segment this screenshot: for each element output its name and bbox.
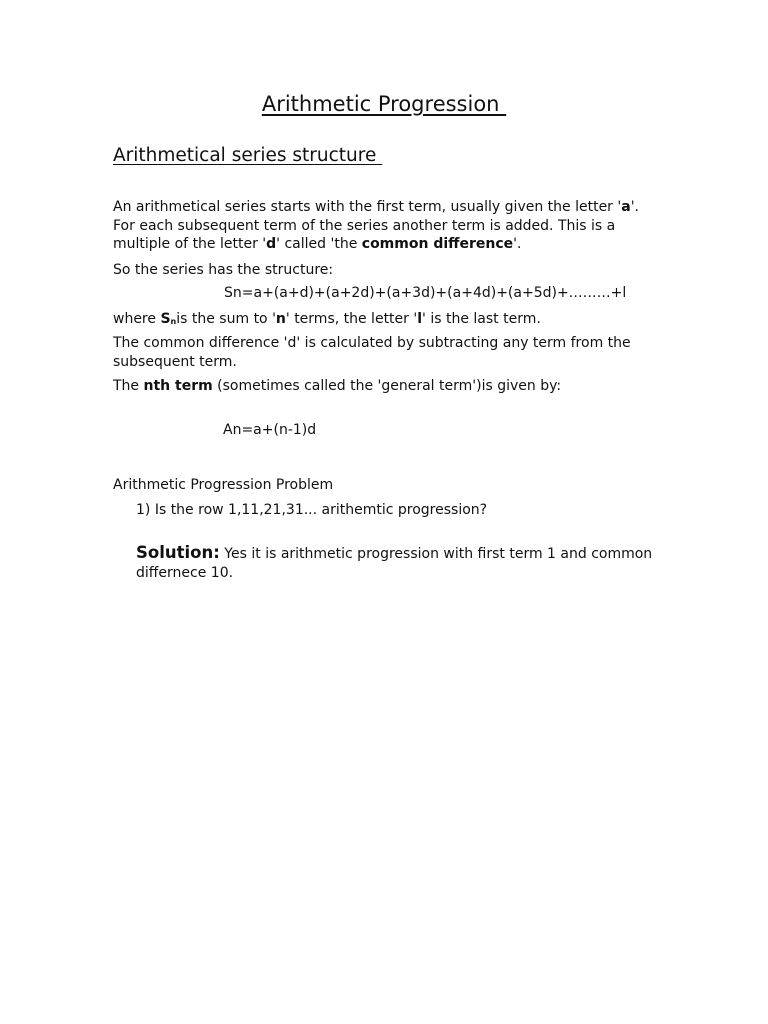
- where-text-1: where: [113, 311, 161, 327]
- sum-subscript: n: [170, 317, 177, 326]
- solution-text: Yes it is arithmetic progression with first term 1 and common differnece 10.: [136, 546, 653, 581]
- intro-paragraph: [113, 198, 658, 254]
- where-text-4: ' is the last term.: [422, 311, 541, 327]
- nth-term-bold: nth term: [143, 378, 213, 394]
- difference-explanation: The common difference 'd' is calculated by subtracting any term from the subsequent term.: [113, 335, 631, 370]
- intro-text-4: '.: [513, 236, 522, 252]
- solution-block: [136, 543, 656, 583]
- intro-var-d: d: [266, 236, 277, 252]
- intro-common-difference: common difference: [361, 236, 514, 252]
- intro-var-a: a: [621, 199, 631, 215]
- sum-symbol: S: [160, 311, 171, 327]
- intro-text-3: ' called 'the: [276, 236, 362, 252]
- page-title: [0, 91, 768, 117]
- nth-term-line: [113, 377, 658, 396]
- where-var-l: l: [417, 311, 423, 327]
- section-heading: Arithmetical series structure: [113, 145, 383, 166]
- nth-text-1: The: [113, 378, 144, 394]
- page-title-text: Arithmetic Progression: [261, 92, 507, 116]
- structure-intro: So the series has the structure:: [113, 262, 334, 278]
- problem-heading: Arithmetic Progression Problem: [113, 477, 334, 493]
- solution-label: Solution:: [136, 543, 220, 562]
- where-line: [113, 310, 658, 332]
- series-formula: Sn=a+(a+d)+(a+2d)+(a+3d)+(a+4d)+(a+5d)+………+l: [224, 285, 627, 301]
- problem-question: 1) Is the row 1,11,21,31... arithemtic progression?: [136, 502, 488, 518]
- where-text-3: ' terms, the letter ': [285, 311, 418, 327]
- nth-text-2: (sometimes called the 'general term')is given by:: [212, 378, 562, 394]
- nth-term-formula: An=a+(n-1)d: [223, 422, 317, 438]
- where-text-2: is the sum to ': [176, 311, 276, 327]
- intro-text-1: An arithmetical series starts with the first term, usually given the letter ': [113, 199, 622, 215]
- intro-text-2: '. For each subsequent term of the series another term is added. This is a multiple of the letter ': [113, 199, 640, 252]
- where-var-n: n: [275, 311, 286, 327]
